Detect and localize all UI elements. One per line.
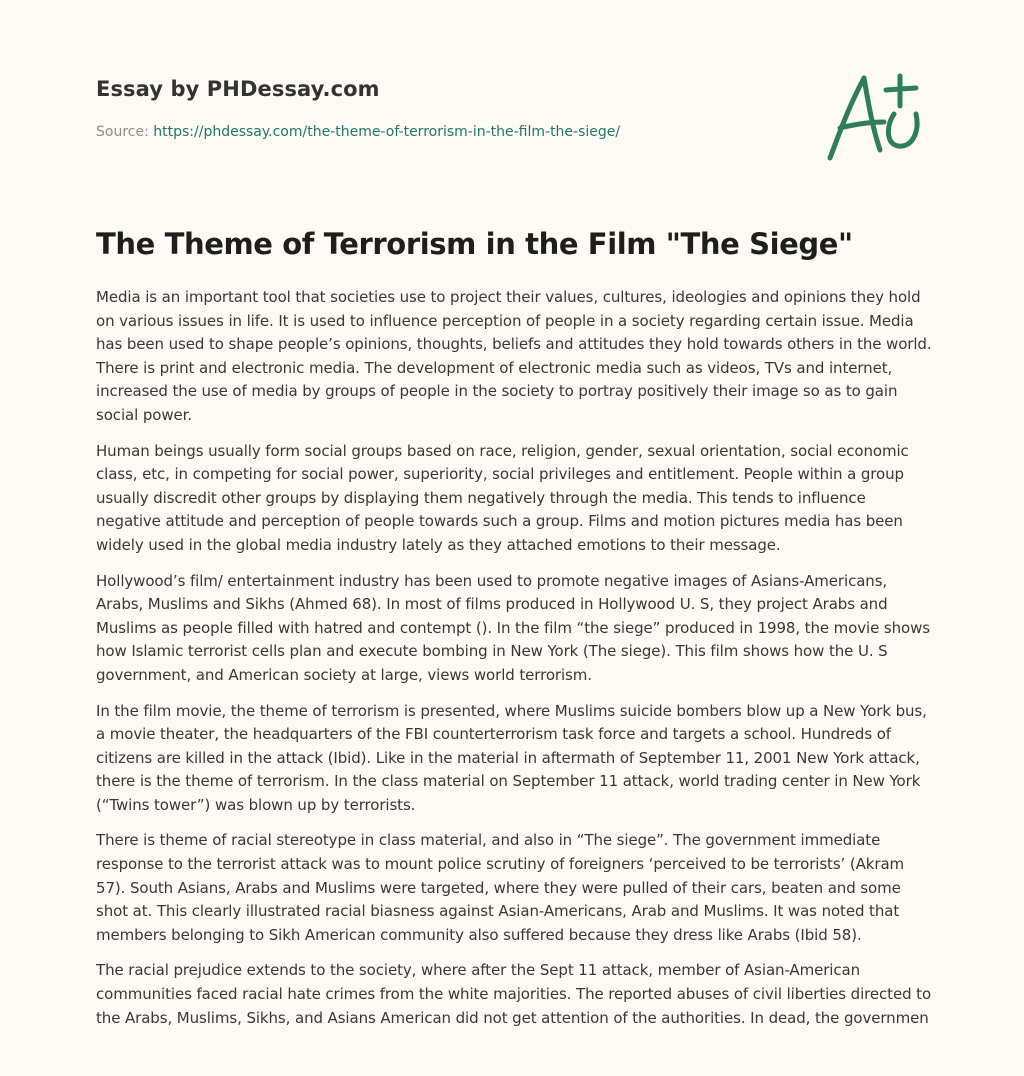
essay-title: The Theme of Terrorism in the Film "The Siege"	[96, 227, 853, 261]
essay-paragraph: In the film movie, the theme of terrorism is presented, where Muslims suicide bombers blow up a New York bus, a movie theater, the headquarters of the FBI counterterrorism task force and targets a school. Hundreds of citizens are killed in the attack (Ibid). Like in the material in aftermath of September 11, 2001 New York attack, there is the theme of terrorism. In the class material on September 11 attack, world trading center in New York (“Twins tower”) was blown up by terrorists.	[96, 701, 927, 814]
essay-paragraph: Media is an important tool that societies use to project their values, cultures, ideologies and opinions they hold on various issues in life. It is used to influence perception of people in a society regarding certain issue. Media has been used to shape people’s opinions, thoughts, beliefs and attitudes they hold towards others in the world. There is print and electronic media. The development of electronic media such as videos, TVs and internet, increased the use of media by groups of people in the society to portray positively their image so as to gain social power.	[96, 288, 932, 424]
essay-header	[96, 74, 796, 142]
essay-paragraph: There is theme of racial stereotype in class material, and also in “The siege”. The government immediate response to the terrorist attack was to mount police scrutiny of foreigners ‘perceived to be terrorists’ (Akram 57). South Asians, Arabs and Muslims were targeted, where they were pulled of their cars, beaten and some shot at. This clearly illustrated racial biasness against Asian-Americans, Arab and Muslims. It was noted that members belonging to Sikh American community also suffered because they dress like Arabs (Ibid 58).	[96, 831, 905, 944]
source-line	[96, 122, 796, 142]
essay-paragraph: The racial prejudice extends to the society, where after the Sept 11 attack, member of Asian-American communities faced racial hate crimes from the white majorities. The reported abuses of civil liberties directed to the Arabs, Muslims, Sikhs, and Asians American did not get attention of the authorities. In dead, the governmen	[96, 961, 932, 1027]
essay-body	[96, 286, 934, 1042]
source-link[interactable]: https://phdessay.com/the-theme-of-terrorism-in-the-film-the-siege/	[153, 124, 621, 140]
site-brand: Essay by PHDessay.com	[96, 77, 380, 101]
essay-paragraph: Hollywood’s film/ entertainment industry has been used to promote negative images of Asians-Americans, Arabs, Muslims and Sikhs (Ahmed 68). In most of films produced in Hollywood U. S, they project Arabs and Muslims as people filled with hatred and contempt (). In the film “the siege” produced in 1998, the movie shows how Islamic terrorist cells plan and execute bombing in New York (The siege). This film shows how the U. S government, and American society at large, views world terrorism.	[96, 571, 930, 684]
a-plus-grade-icon	[820, 66, 930, 166]
essay-paragraph: Human beings usually form social groups based on race, religion, gender, sexual orientation, social economic class, etc, in competing for social power, superiority, social privileges and entitlement. People within a group usually discredit other groups by displaying them negatively through the media. This tends to influence negative attitude and perception of people towards such a group. Films and motion pictures media has been widely used in the global media industry lately as they attached emotions to their message.	[96, 441, 909, 554]
source-label: Source:	[96, 124, 149, 140]
